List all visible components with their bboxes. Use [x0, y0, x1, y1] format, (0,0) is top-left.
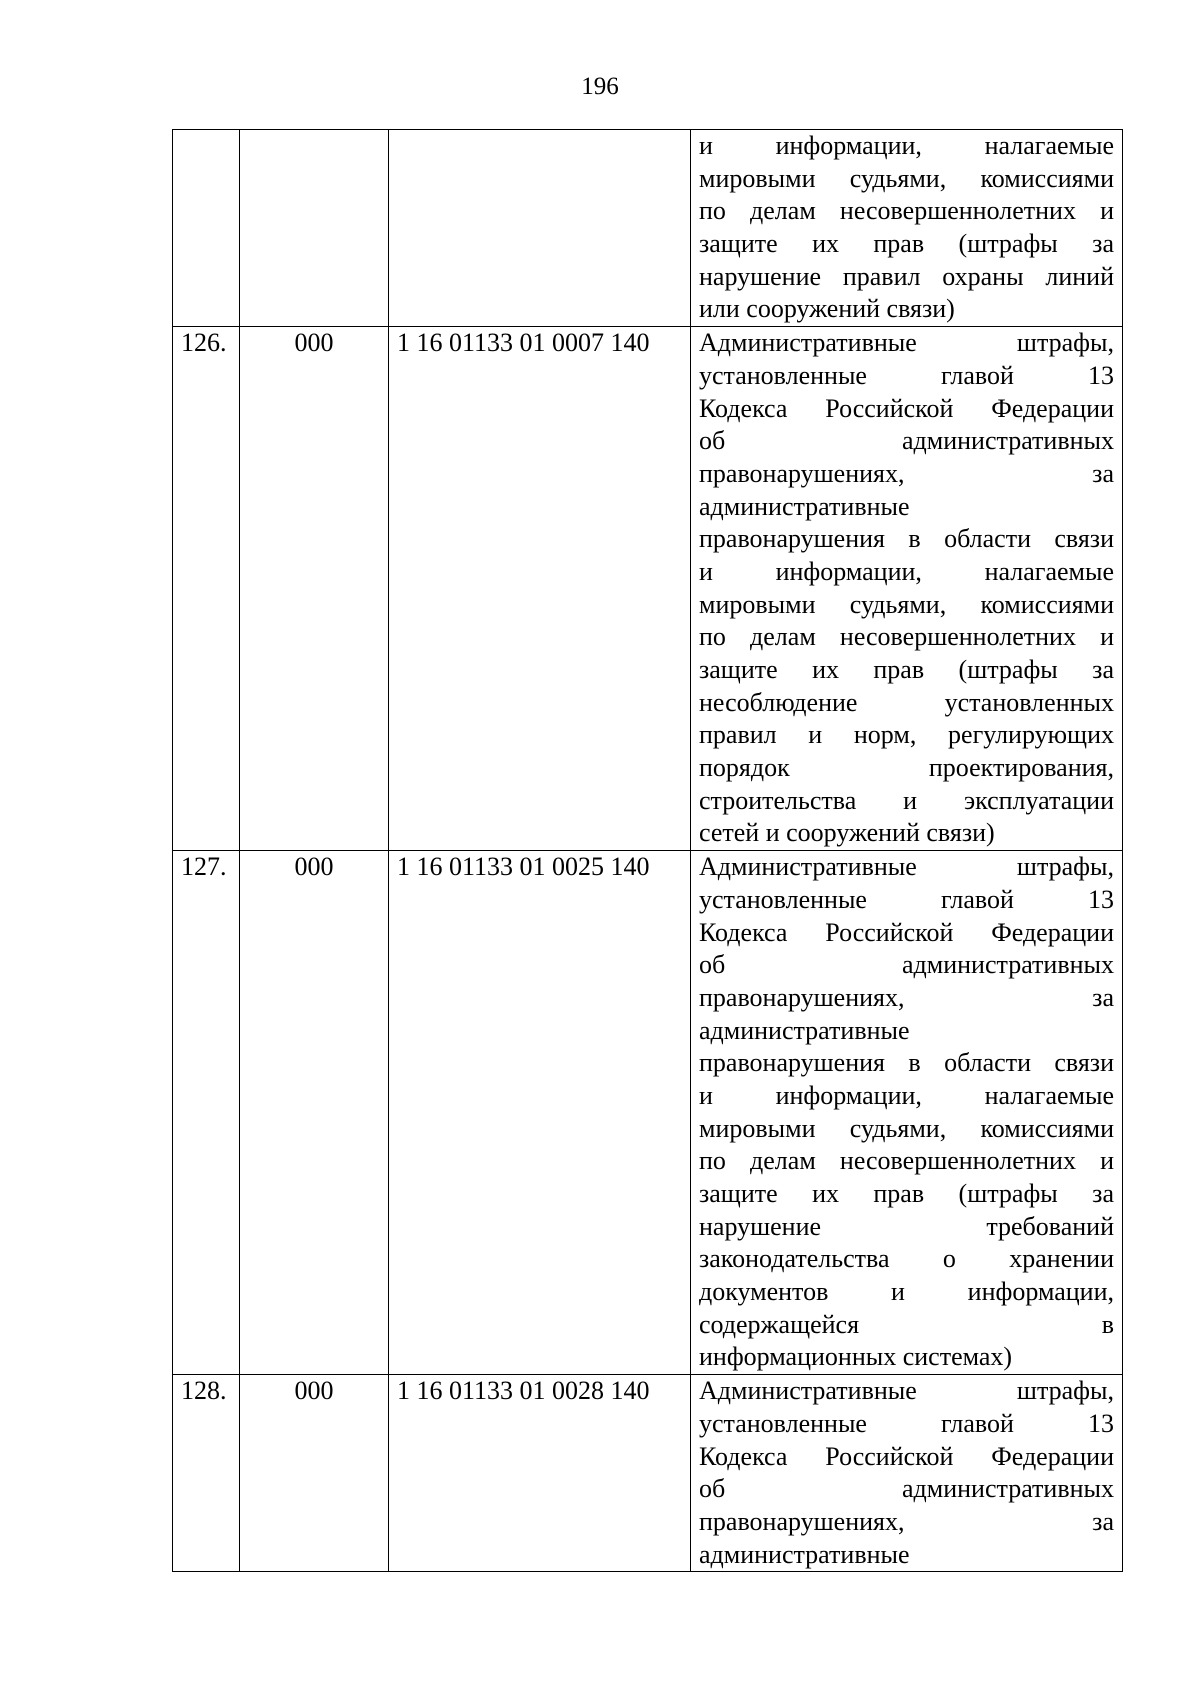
row-number-cell: 127. [173, 851, 240, 1375]
description-line: защите их прав (штрафы за [699, 1179, 1114, 1208]
row-number-cell: 126. [173, 327, 240, 851]
description-line: порядок проектирования, [699, 753, 1114, 783]
description-line: несоблюдение установленных [699, 687, 1114, 717]
description-line: строительства и эксплуатации [699, 785, 1114, 815]
table-row [173, 851, 1123, 1375]
description-line: Административные штрафы, [699, 852, 1114, 882]
description-line: правонарушениях, за [699, 1506, 1114, 1536]
budget-classification-code-cell: 1 16 01133 01 0028 140 [389, 1375, 691, 1572]
description-line: законодательства о хранении [699, 1244, 1114, 1274]
administrator-code-cell [240, 130, 389, 327]
budget-classification-code-cell [389, 130, 691, 327]
description-line: документов и информации, [699, 1277, 1114, 1307]
administrator-code-cell: 000 [240, 1375, 389, 1572]
row-number-cell [173, 130, 240, 327]
description-line: информационных системах) [699, 1342, 1013, 1372]
description-line: нарушение требований [699, 1211, 1114, 1241]
row-number-cell: 128. [173, 1375, 240, 1572]
description-line: правил и норм, регулирующих [699, 720, 1114, 750]
description-line: об административных [699, 1474, 1114, 1504]
administrator-code-cell: 000 [240, 327, 389, 851]
administrator-code-cell: 000 [240, 851, 389, 1375]
description-line: об административных [699, 426, 1114, 456]
description-line: Кодекса Российской Федерации [699, 1441, 1114, 1471]
description-cell [691, 327, 1123, 851]
description-line: мировыми судьями, комиссиями [699, 589, 1114, 619]
description-line: содержащейся в [699, 1309, 1114, 1339]
description-line: Кодекса Российской Федерации [699, 917, 1114, 947]
description-line: по делам несовершеннолетних и [699, 196, 1114, 226]
table-row [173, 1375, 1123, 1572]
description-line: правонарушения в области связи [699, 524, 1114, 554]
description-line: и информации, налагаемые [699, 1080, 1114, 1110]
description-cell [691, 851, 1123, 1375]
description-line: установленные главой 13 [699, 884, 1114, 914]
description-line: защите их прав (штрафы за [699, 229, 1114, 259]
description-line: установленные главой 13 [699, 1408, 1114, 1438]
description-line: правонарушения в области связи [699, 1048, 1114, 1078]
table-row [173, 130, 1123, 327]
description-line: защите их прав (штрафы за [699, 655, 1114, 684]
description-line: установленные главой 13 [699, 360, 1114, 390]
description-line: нарушение правил охраны линий [699, 261, 1114, 291]
description-cell [691, 130, 1123, 327]
table-body [173, 130, 1123, 1572]
description-line: Кодекса Российской Федерации [699, 393, 1114, 423]
description-line: по делам несовершеннолетних и [699, 622, 1114, 652]
page-number: 196 [581, 73, 619, 100]
description-line: Административные штрафы, [699, 1376, 1114, 1406]
description-line: об административных [699, 950, 1114, 980]
description-line: Административные штрафы, [699, 328, 1114, 358]
description-line: и информации, налагаемые [699, 556, 1114, 586]
description-line: мировыми судьями, комиссиями [699, 1113, 1114, 1143]
description-line: и информации, налагаемые [699, 131, 1114, 160]
description-line: мировыми судьями, комиссиями [699, 163, 1114, 193]
description-line: административные [699, 1015, 910, 1045]
description-line: или сооружений связи) [699, 294, 955, 324]
description-line: правонарушениях, за [699, 982, 1114, 1012]
budget-codes-table [172, 129, 1123, 1572]
description-line: административные [699, 491, 910, 521]
description-line: правонарушениях, за [699, 458, 1114, 488]
description-line: по делам несовершеннолетних и [699, 1146, 1114, 1176]
description-line: сетей и сооружений связи) [699, 818, 995, 848]
budget-classification-code-cell: 1 16 01133 01 0025 140 [389, 851, 691, 1375]
description-line: административные [699, 1539, 910, 1569]
table-row [173, 327, 1123, 851]
budget-classification-code-cell: 1 16 01133 01 0007 140 [389, 327, 691, 851]
description-cell [691, 1375, 1123, 1572]
